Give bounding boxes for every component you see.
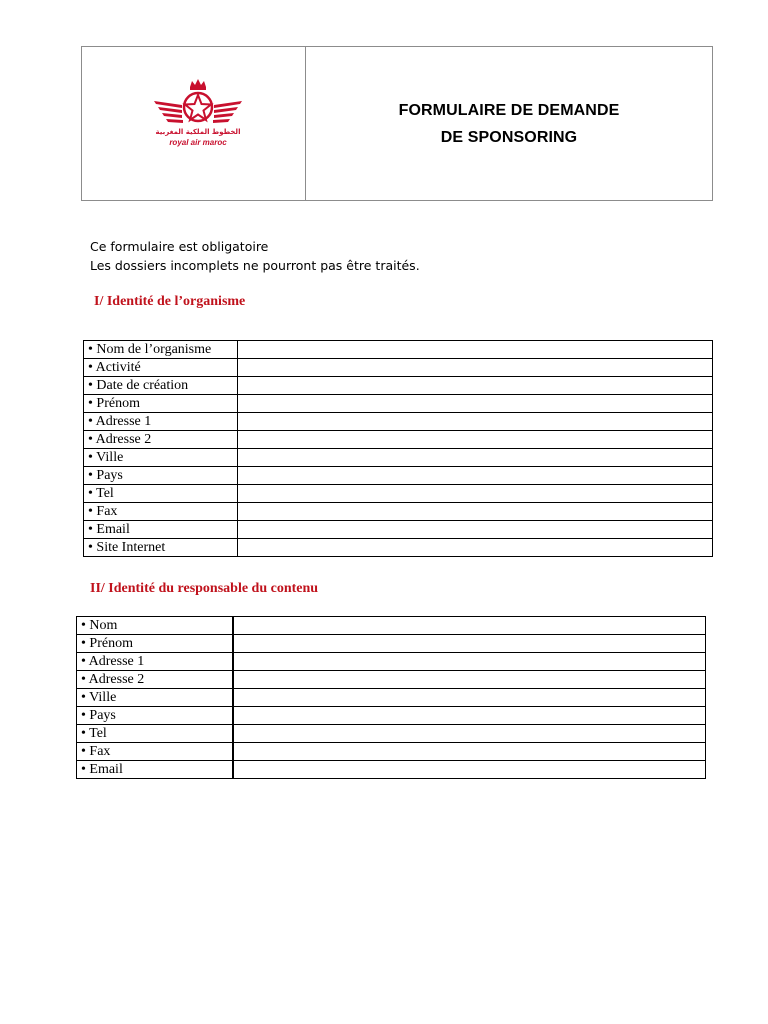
field-value-cell[interactable]: [233, 707, 706, 725]
field-value-cell[interactable]: [233, 689, 706, 707]
field-label: • Tel: [84, 485, 238, 503]
field-value-cell[interactable]: [238, 539, 713, 557]
field-label: • Prénom: [77, 635, 233, 653]
field-value-cell[interactable]: [233, 653, 706, 671]
field-label: • Email: [84, 521, 238, 539]
form-row: [77, 617, 706, 635]
notice-line-2: Les dossiers incomplets ne pourront pas être traités.: [90, 258, 420, 273]
form-row: [84, 413, 713, 431]
form-row: [84, 503, 713, 521]
field-value-cell[interactable]: [238, 449, 713, 467]
form-row: [84, 341, 713, 359]
field-label: • Tel: [77, 725, 233, 743]
field-label: • Nom: [77, 617, 233, 635]
form-row: [84, 359, 713, 377]
field-label: • Ville: [77, 689, 233, 707]
logo-cell: [82, 47, 306, 200]
title-cell: [306, 47, 712, 200]
form-row: [84, 395, 713, 413]
field-label: • Activité: [84, 359, 238, 377]
field-label: • Adresse 2: [77, 671, 233, 689]
field-label: • Pays: [84, 467, 238, 485]
field-value-cell[interactable]: [238, 431, 713, 449]
field-value-cell[interactable]: [238, 377, 713, 395]
field-value-cell[interactable]: [233, 617, 706, 635]
field-label: • Site Internet: [84, 539, 238, 557]
mandatory-notice: [90, 237, 420, 275]
form-row: [84, 539, 713, 557]
form-row: [84, 521, 713, 539]
document-header: [81, 46, 713, 201]
form-title-line-1: FORMULAIRE DE DEMANDE: [398, 101, 620, 119]
field-value-cell[interactable]: [238, 503, 713, 521]
form-row: [77, 707, 706, 725]
field-value-cell[interactable]: [238, 467, 713, 485]
form-row: [77, 761, 706, 779]
field-value-cell[interactable]: [238, 341, 713, 359]
field-value-cell[interactable]: [238, 359, 713, 377]
field-value-cell[interactable]: [233, 635, 706, 653]
notice-line-1: Ce formulaire est obligatoire: [90, 239, 269, 254]
field-value-cell[interactable]: [233, 743, 706, 761]
field-label: • Ville: [84, 449, 238, 467]
field-value-cell[interactable]: [238, 413, 713, 431]
field-label: • Email: [77, 761, 233, 779]
field-value-cell[interactable]: [238, 485, 713, 503]
section-1-heading: I/ Identité de l’organisme: [94, 294, 246, 309]
star-wings-emblem-icon: [152, 79, 244, 129]
form-row: [77, 689, 706, 707]
field-value-cell[interactable]: [238, 521, 713, 539]
field-label: • Adresse 2: [84, 431, 238, 449]
section-2-heading: II/ Identité du responsable du contenu: [90, 581, 319, 596]
form-row: [84, 449, 713, 467]
field-label: • Fax: [84, 503, 238, 521]
form-row: [77, 635, 706, 653]
form-row: [84, 377, 713, 395]
field-value-cell[interactable]: [233, 761, 706, 779]
form-row: [84, 485, 713, 503]
field-label: • Adresse 1: [77, 653, 233, 671]
organisation-identity-table: [83, 340, 713, 557]
field-value-cell[interactable]: [233, 725, 706, 743]
content-manager-identity-rows: [77, 617, 706, 779]
field-label: • Adresse 1: [84, 413, 238, 431]
form-row: [84, 467, 713, 485]
form-title-line-2: DE SPONSORING: [440, 128, 578, 146]
content-manager-identity-table: [76, 616, 706, 779]
field-label: • Pays: [77, 707, 233, 725]
royal-air-maroc-logo-icon: [152, 79, 244, 155]
organisation-identity-rows: [84, 341, 713, 557]
field-label: • Prénom: [84, 395, 238, 413]
form-row: [77, 743, 706, 761]
field-label: • Fax: [77, 743, 233, 761]
field-label: • Nom de l’organisme: [84, 341, 238, 359]
form-row: [77, 671, 706, 689]
field-label: • Date de création: [84, 377, 238, 395]
field-value-cell[interactable]: [238, 395, 713, 413]
form-row: [77, 725, 706, 743]
form-row: [77, 653, 706, 671]
logo-latin-text: royal air maroc: [169, 138, 227, 147]
logo-arabic-text: الخطوط الملكية المغربية: [155, 128, 241, 136]
field-value-cell[interactable]: [233, 671, 706, 689]
form-row: [84, 431, 713, 449]
